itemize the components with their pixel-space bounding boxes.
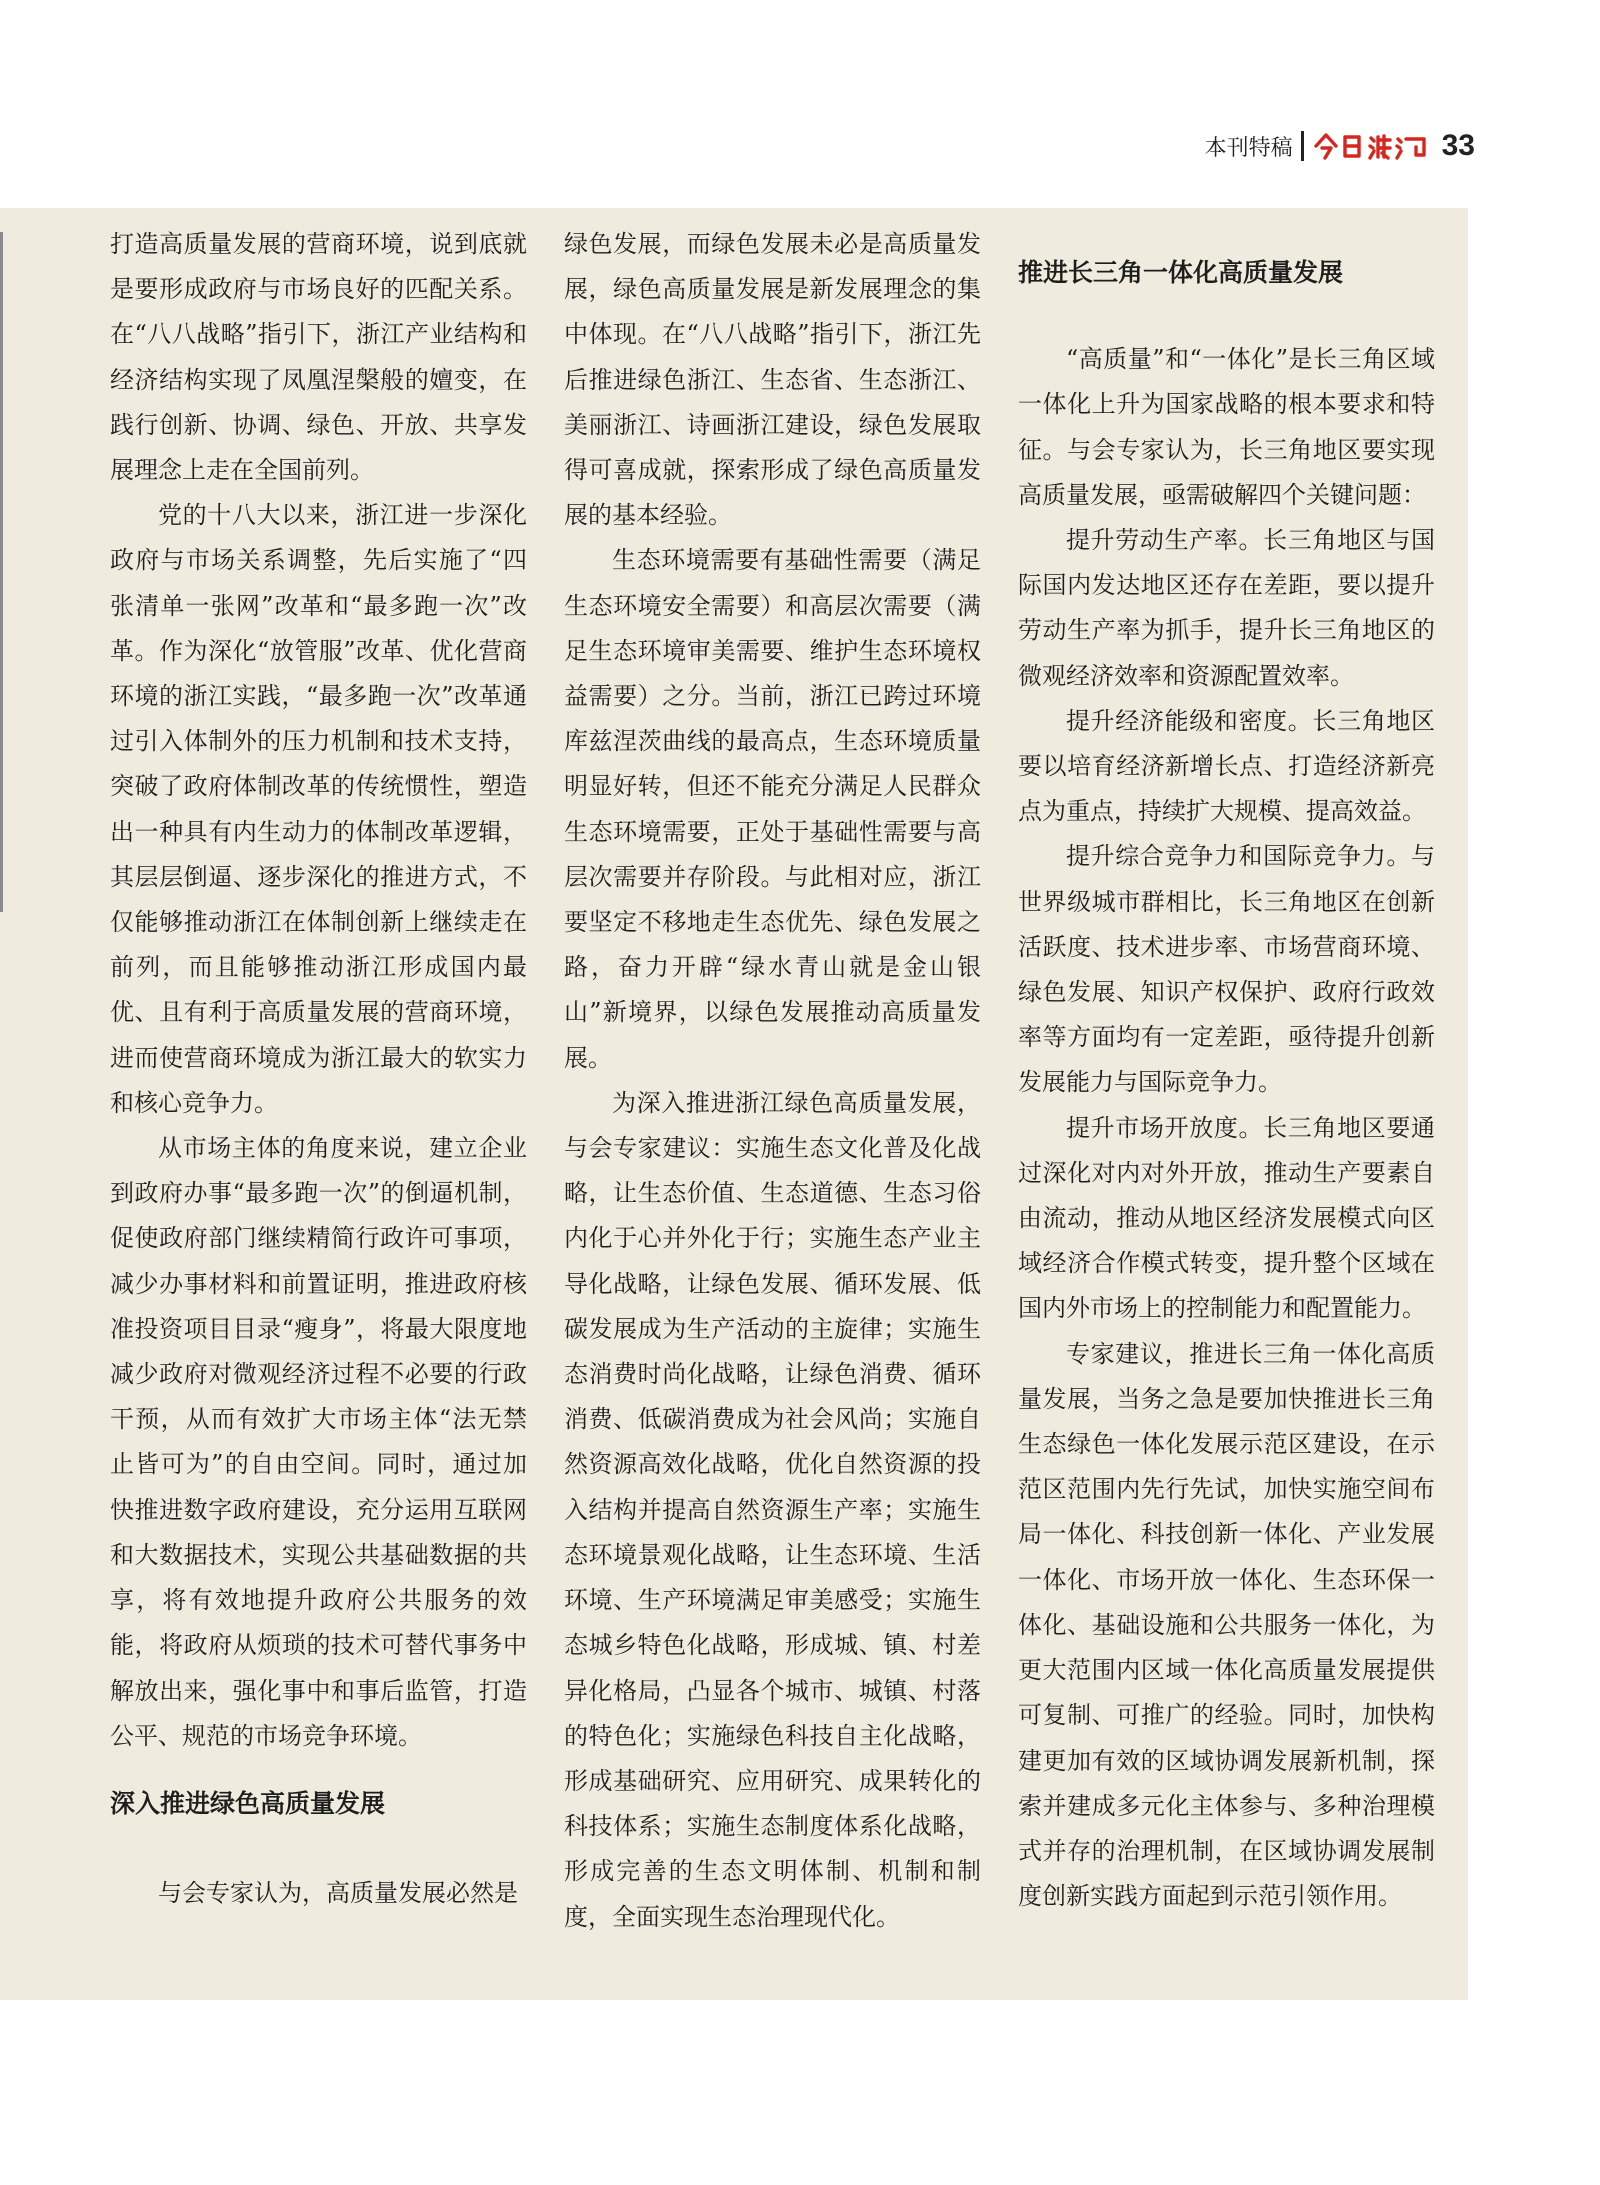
section-name: 本刊特稿 <box>1204 135 1293 161</box>
paragraph: 生态环境需要有基础性需要（满足生态环境安全需要）和高层次需要（满足生态环境审美需要、维护生态环境权益需要）之分。当前，浙江已跨过环境库兹涅茨曲线的最高点，生态环境质量明显好转，但还不能充分满足人民群众生态环境需要，正处于基础性需要与高层次需要并存阶段。与此相对应，浙江要坚定不移地走生态优先、绿色发展之路，奋力开辟“绿水青山就是金山银山”新境界，以绿色发展推动高质量发展。 <box>564 546 981 1072</box>
magazine-logo-icon <box>1312 131 1430 161</box>
article-column-3 <box>1018 222 1435 1919</box>
paragraph: 从市场主体的角度来说，建立企业到政府办事“最多跑一次”的倒逼机制，促使政府部门继续精简行政许可事项，减少办事材料和前置证明，推进政府核准投资项目目录“瘦身”，将最大限度地减少政府对微观经济过程不必要的行政干预，从而有效扩大市场主体“法无禁止皆可为”的自由空间。同时，通过加快推进数字政府建设，充分运用互联网和大数据技术，实现公共基础数据的共享，将有效地提升政府公共服务的效能，将政府从烦琐的技术可替代事务中解放出来，强化事中和事后监管，打造公平、规范的市场竞争环境。 <box>110 1134 527 1750</box>
paragraph: 为深入推进浙江绿色高质量发展，与会专家建议：实施生态文化普及化战略，让生态价值、生态道德、生态习俗内化于心并外化于行；实施生态产业主导化战略，让绿色发展、循环发展、低碳发展成为生产活动的主旋律；实施生态消费时尚化战略，让绿色消费、循环消费、低碳消费成为社会风尚；实施自然资源高效化战略，优化自然资源的投入结构并提高自然资源生产率；实施生态环境景观化战略，让生态环境、生活环境、生产环境满足审美感受；实施生态城乡特色化战略，形成城、镇、村差异化格局，凸显各个城市、城镇、村落的特色化；实施绿色科技自主化战略，形成基础研究、应用研究、成果转化的科技体系；实施生态制度体系化战略，形成完善的生态文明体制、机制和制度，全面实现生态治理现代化。 <box>564 1088 981 1931</box>
page-number: 33 <box>1441 129 1475 162</box>
paragraph: 与会专家认为，高质量发展必然是 <box>158 1879 518 1908</box>
paragraph: 提升经济能级和密度。长三角地区要以培育经济新增长点、打造经济新亮点为重点，持续扩大规模、提高效益。 <box>1018 706 1435 826</box>
paragraph: 提升综合竞争力和国际竞争力。与世界级城市群相比，长三角地区在创新活跃度、技术进步率、市场营商环境、绿色发展、知识产权保护、政府行政效率等方面均有一定差距，亟待提升创新发展能力与国际竞争力。 <box>1018 842 1435 1097</box>
article-column-1 <box>110 222 527 1916</box>
section-heading: 推进长三角一体化高质量发展 <box>1018 258 1344 287</box>
margin-bar <box>0 232 3 912</box>
magazine-logo <box>1312 131 1430 161</box>
paragraph: 提升市场开放度。长三角地区要通过深化对内对外开放，推动生产要素自由流动，推动从地区经济发展模式向区域经济合作模式转变，提升整个区域在国内外市场上的控制能力和配置能力。 <box>1018 1113 1435 1323</box>
page-header <box>1205 126 1475 166</box>
paragraph: 提升劳动生产率。长三角地区与国际国内发达地区还存在差距，要以提升劳动生产率为抓手，提升长三角地区的微观经济效率和资源配置效率。 <box>1018 526 1435 690</box>
section-heading: 深入推进绿色高质量发展 <box>110 1788 386 1818</box>
paragraph: 绿色发展，而绿色发展未必是高质量发展，绿色高质量发展是新发展理念的集中体现。在“八八战略”指引下，浙江先后推进绿色浙江、生态省、生态浙江、美丽浙江、诗画浙江建设，绿色发展取得可喜成就，探索形成了绿色高质量发展的基本经验。 <box>564 230 981 530</box>
paragraph: 打造高质量发展的营商环境，说到底就是要形成政府与市场良好的匹配关系。在“八八战略”指引下，浙江产业结构和经济结构实现了凤凰涅槃般的嬗变，在践行创新、协调、绿色、开放、共享发展理念上走在全国前列。 <box>110 230 527 485</box>
article-column-2 <box>564 222 981 1940</box>
paragraph: “高质量”和“一体化”是长三角区域一体化上升为国家战略的根本要求和特征。与会专家认为，长三角地区要实现高质量发展，亟需破解四个关键问题： <box>1018 345 1435 509</box>
paragraph: 党的十八大以来，浙江进一步深化政府与市场关系调整，先后实施了“四张清单一张网”改革和“最多跑一次”改革。作为深化“放管服”改革、优化营商环境的浙江实践，“最多跑一次”改革通过引入体制外的压力机制和技术支持，突破了政府体制改革的传统惯性，塑造出一种具有内生动力的体制改革逻辑，其层层倒逼、逐步深化的推进方式，不仅能够推动浙江在体制创新上继续走在前列，而且能够推动浙江形成国内最优、且有利于高质量发展的营商环境，进而使营商环境成为浙江最大的软实力和核心竞争力。 <box>110 501 527 1117</box>
paragraph: 专家建议，推进长三角一体化高质量发展，当务之急是要加快推进长三角生态绿色一体化发展示范区建设，在示范区范围内先行先试，加快实施空间布局一体化、科技创新一体化、产业发展一体化、市场开放一体化、生态环保一体化、基础设施和公共服务一体化，为更大范围内区域一体化高质量发展提供可复制、可推广的经验。同时，加快构建更加有效的区域协调发展新机制，探索并建成多元化主体参与、多种治理模式并存的治理机制，在区域协调发展制度创新实践方面起到示范引领作用。 <box>1018 1339 1435 1911</box>
header-separator <box>1301 131 1304 161</box>
